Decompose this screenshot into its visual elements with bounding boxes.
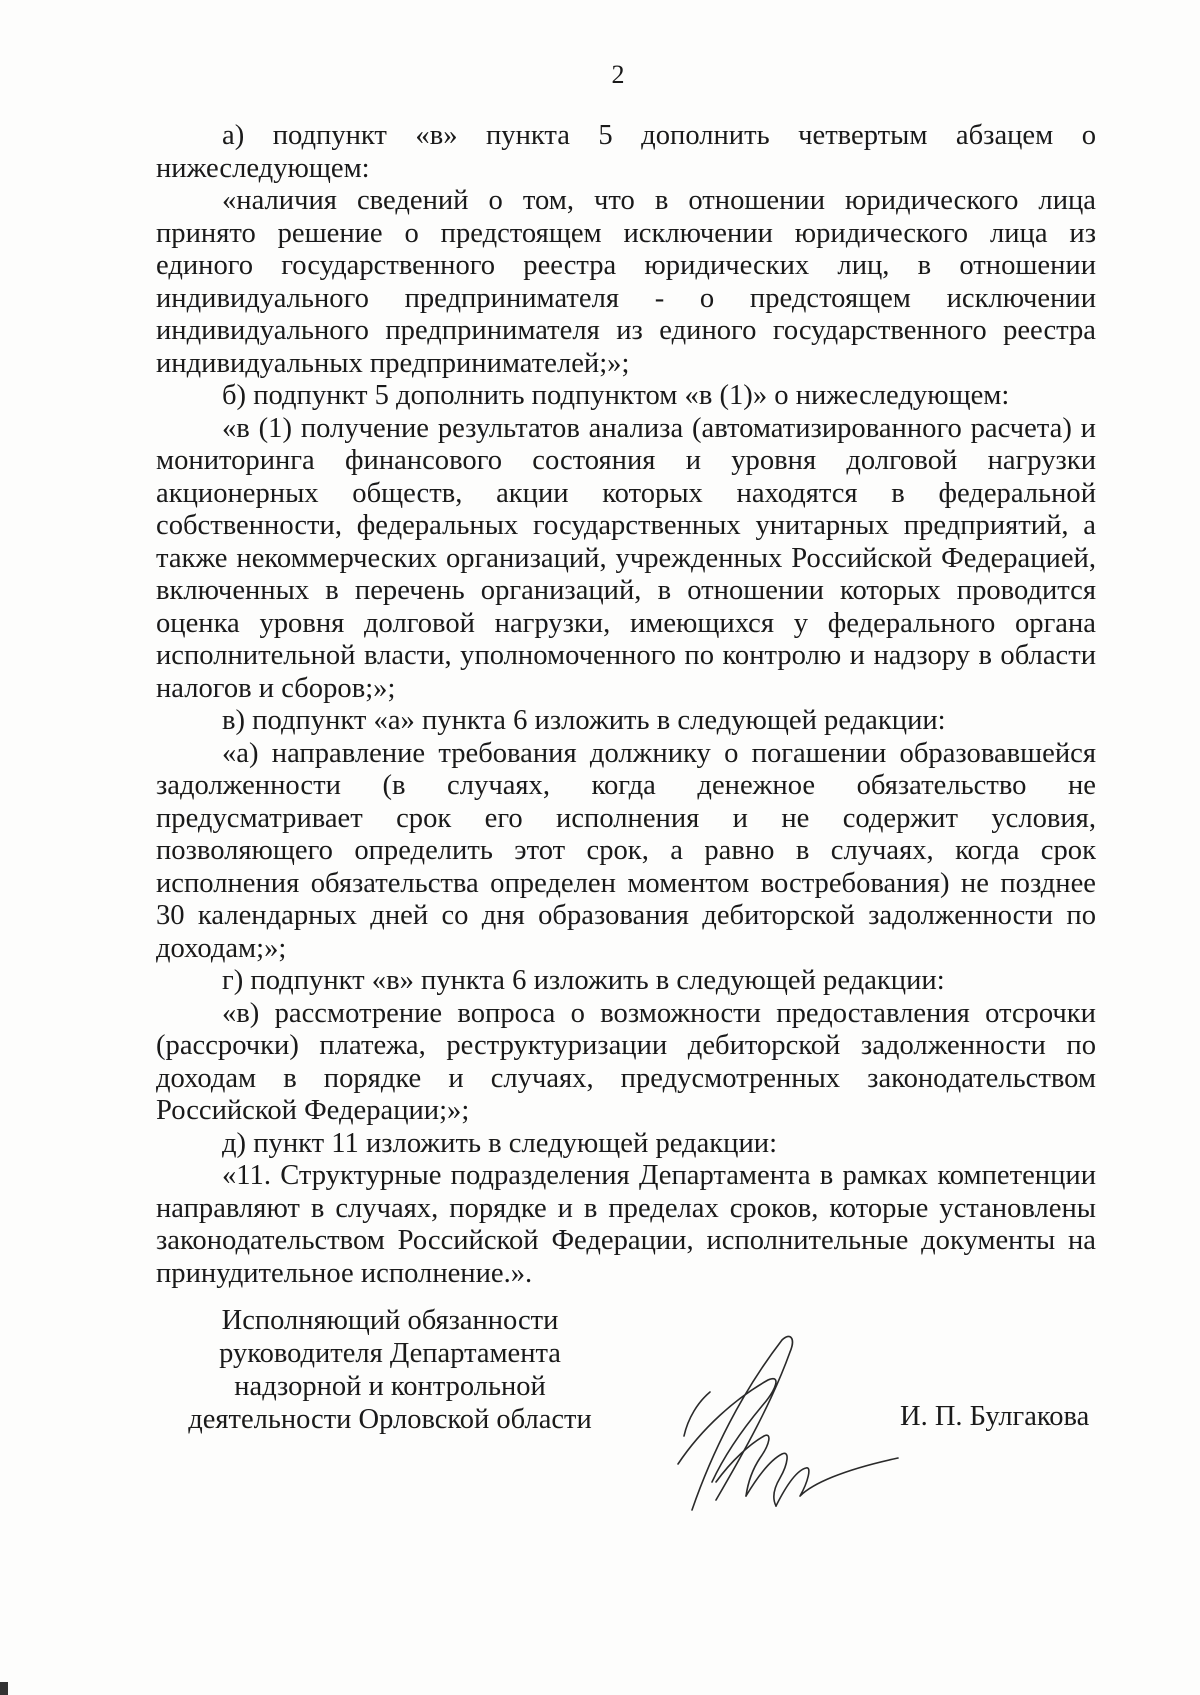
scan-edge-mark — [0, 1682, 8, 1695]
paragraph-quote-g: «в) рассмотрение вопроса о возможности предоставления отсрочки (рассрочки) платежа, реструктуризации дебиторской задолженности по доходам в порядке и случаях, предусмотренных законодательством Российской Федерации;»; — [156, 997, 1096, 1126]
signatory-title-line: надзорной и контрольной — [234, 1371, 546, 1402]
document-body — [156, 120, 1096, 1290]
paragraph-quote-v: «а) направление требования должнику о погашении образовавшейся задолженности (в случаях, когда денежное обязательство не предусматривает срок его исполнения и не содержит условия, позволяющего определить этот срок, а равно в случаях, когда срок исполнения обязательства определен моментом востребования) не позднее 30 календарных дней со дня образования дебиторской задолженности по доходам;»; — [156, 737, 1096, 964]
signatory-title-line: деятельности Орловской области — [188, 1404, 592, 1435]
signatory-title-line: руководителя Департамента — [219, 1338, 561, 1369]
signatory-name: И. П. Булгакова — [900, 1401, 1090, 1432]
handwritten-signature — [672, 1332, 902, 1522]
paragraph-amendment-b: б) подпункт 5 дополнить подпунктом «в (1)» о нижеследующем: — [222, 380, 1010, 411]
page-number: 2 — [611, 60, 625, 89]
signatory-title — [165, 1304, 615, 1436]
signatory-title-line: Исполняющий обязанности — [221, 1305, 559, 1336]
paragraph-quote-d: «11. Структурные подразделения Департамента в рамках компетенции направляют в случаях, порядке и в пределах сроков, которые установлены законодательством Российской Федерации, исполнительные документы на принудительное исполнение.». — [156, 1160, 1096, 1289]
paragraph-amendment-v: в) подпункт «а» пункта 6 изложить в следующей редакции: — [222, 705, 946, 736]
paragraph-amendment-g: г) подпункт «в» пункта 6 изложить в следующей редакции: — [222, 965, 945, 996]
paragraph-amendment-d: д) пункт 11 изложить в следующей редакции: — [222, 1127, 778, 1159]
paragraph-quote-b: «в (1) получение результатов анализа (автоматизированного расчета) и мониторинга финансового состояния и уровня долговой нагрузки акционерных обществ, акции которых находятся в федеральной собственности, федеральных государственных унитарных предприятий, а также некоммерческих организаций, учрежденных Российской Федерацией, включенных в перечень организаций, в отношении которых проводится оценка уровня долговой нагрузки, имеющихся у федерального органа исполнительной власти, уполномоченного по контролю и надзору в области налогов и сборов;»; — [156, 412, 1096, 704]
paragraph-amendment-a: а) подпункт «в» пункта 5 дополнить четвертым абзацем о нижеследующем: — [156, 120, 1096, 184]
paragraph-quote-a: «наличия сведений о том, что в отношении юридического лица принято решение о предстоящем исключении юридического лица из единого государственного реестра юридических лиц, в отношении индивидуального предпринимателя - о предстоящем исключении индивидуального предпринимателя из единого государственного реестра индивидуальных предпринимателей;»; — [156, 185, 1096, 379]
